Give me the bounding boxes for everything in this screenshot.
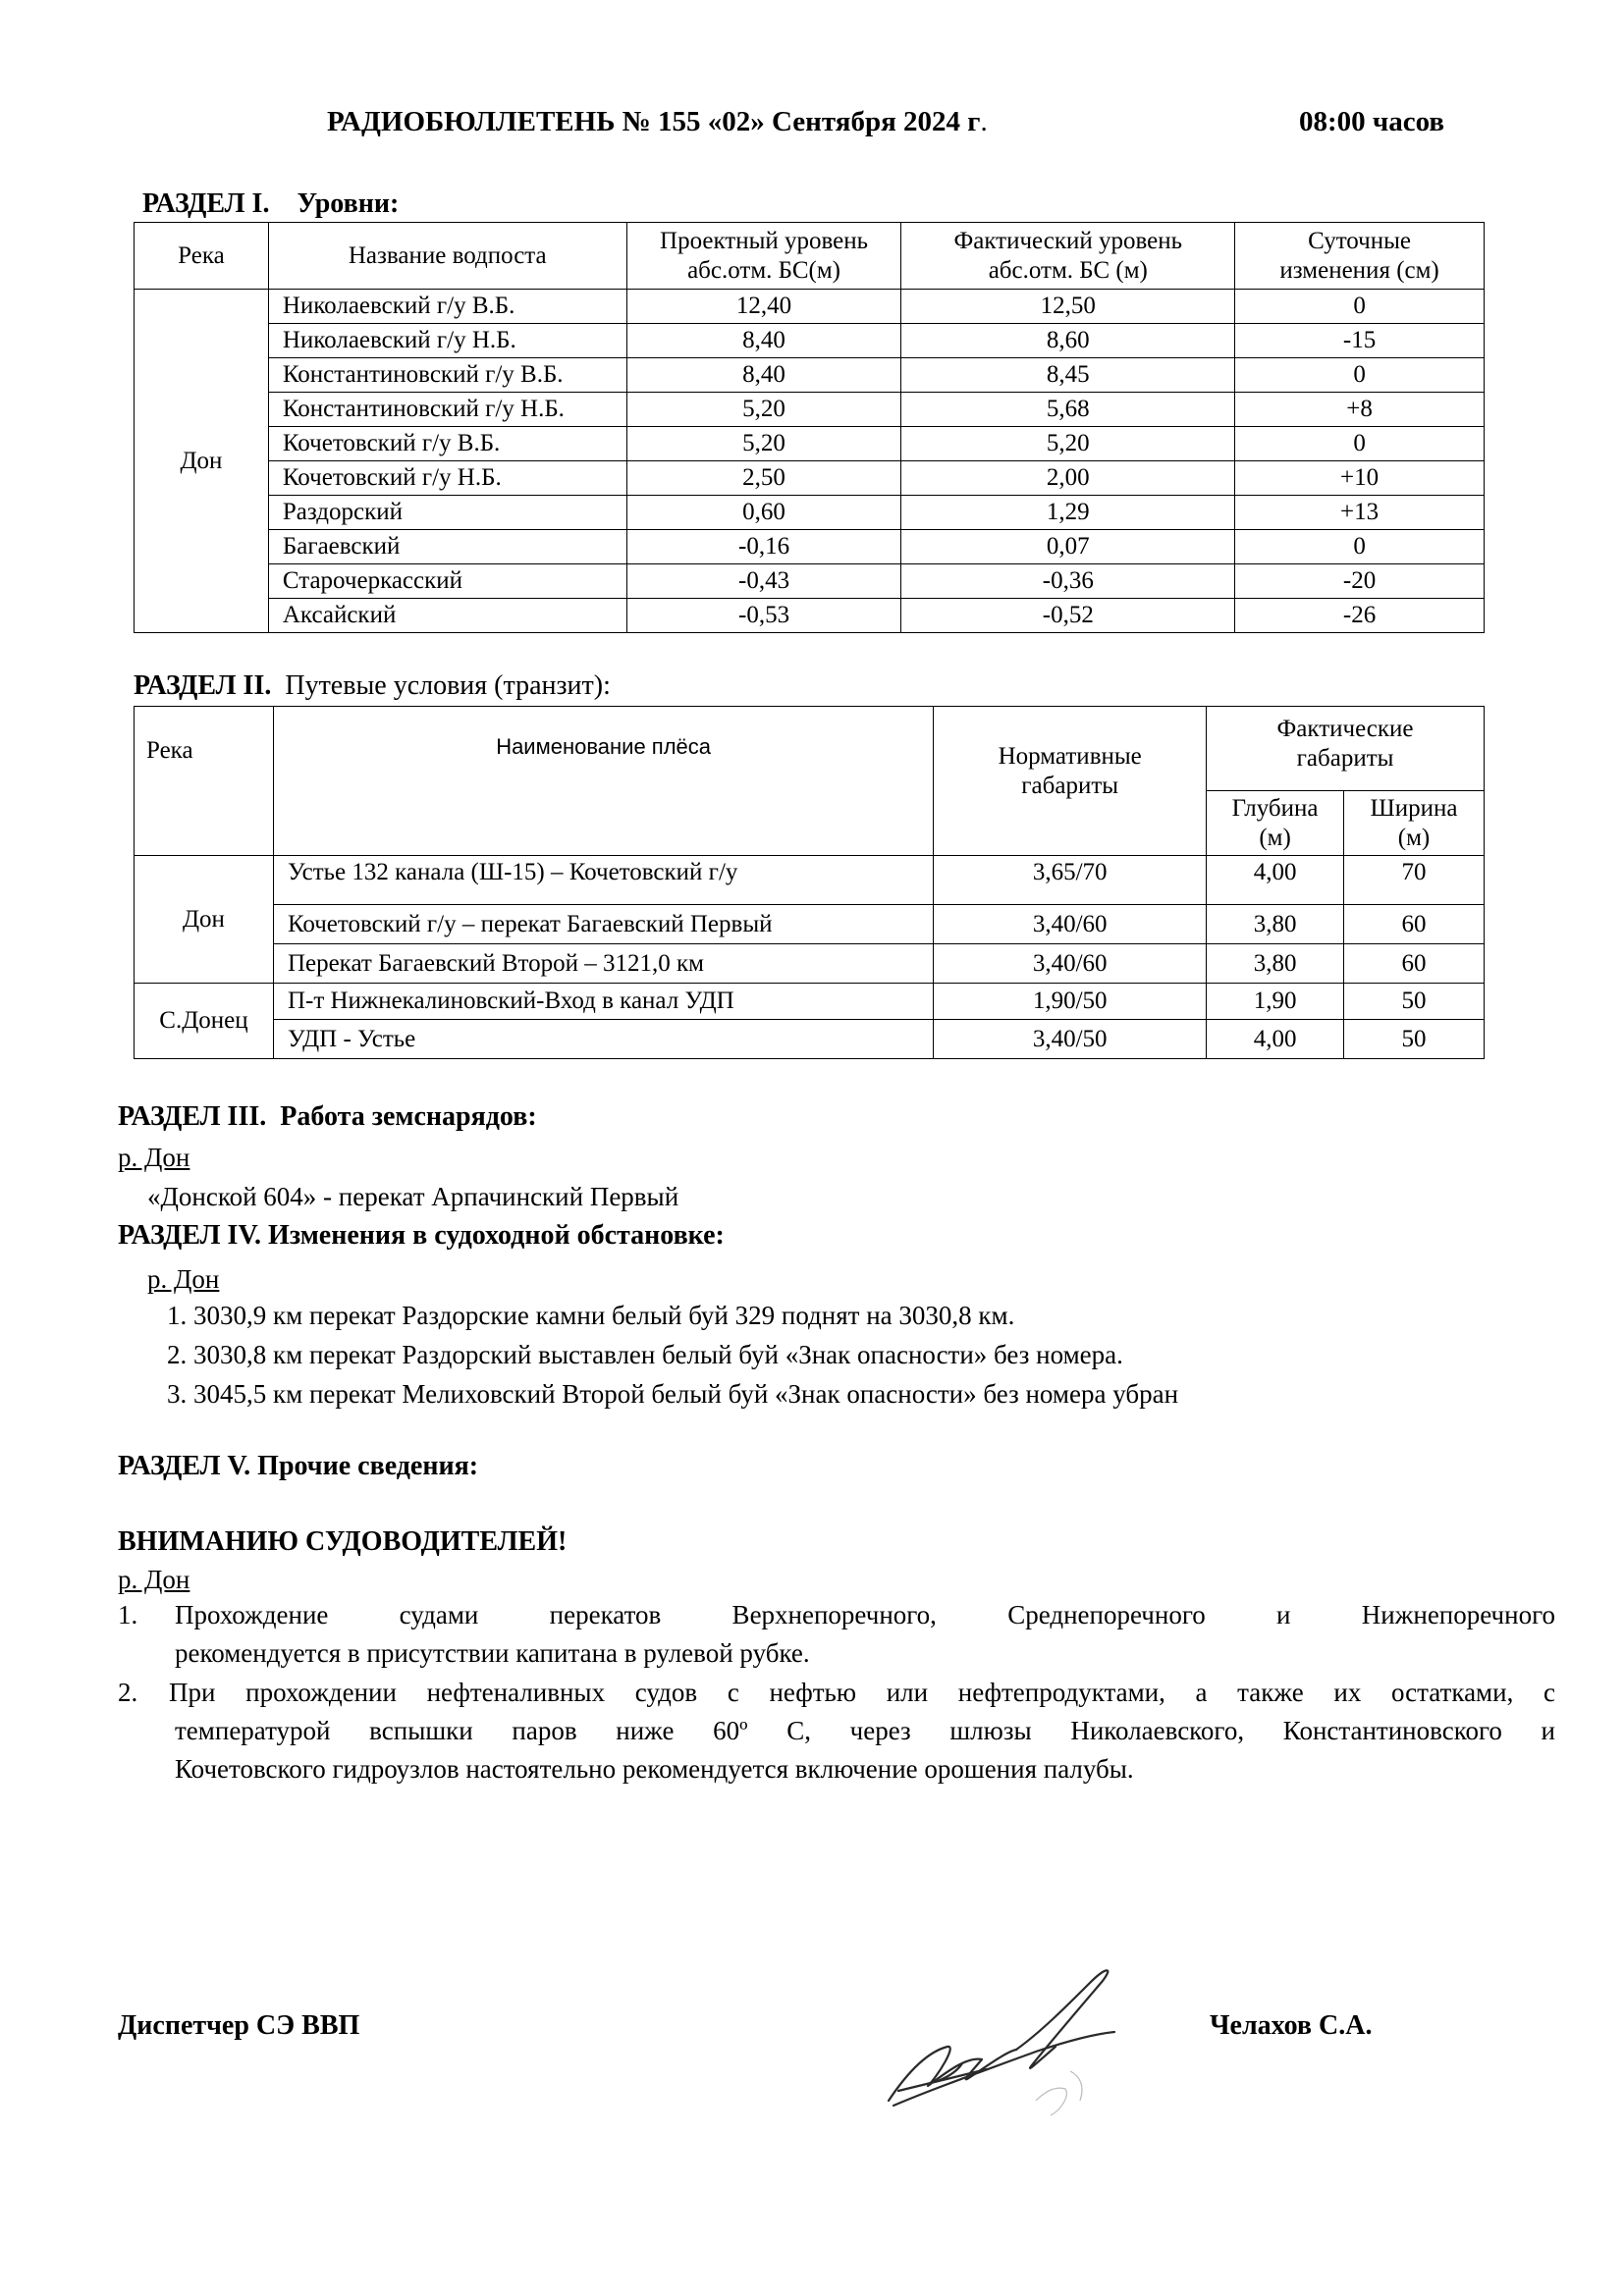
table-row — [135, 984, 1485, 1020]
post-name: Николаевский г/у Н.Б. — [268, 324, 626, 358]
header-line: Проектный уровень — [660, 228, 869, 254]
post-name: Старочеркасский — [268, 564, 626, 599]
header-line: Ширина — [1370, 795, 1458, 822]
daily-change: +8 — [1235, 393, 1485, 427]
project-level: 5,20 — [626, 427, 901, 461]
section5-title: РАЗДЕЛ V. Прочие сведения: — [118, 1451, 479, 1481]
reach-name: Кочетовский г/у – перекат Багаевский Первый — [273, 905, 933, 944]
post-name: Николаевский г/у В.Б. — [268, 290, 626, 324]
daily-change: -20 — [1235, 564, 1485, 599]
actual-level: 2,00 — [901, 461, 1235, 496]
daily-change: +10 — [1235, 461, 1485, 496]
project-level: 12,40 — [626, 290, 901, 324]
attention-item1-line1: Прохождение судами перекатов Верхнепоречного, Среднепоречного и Нижнепоречного — [175, 1600, 1555, 1629]
header-line: Фактические — [1276, 716, 1414, 742]
project-level: -0,16 — [626, 530, 901, 564]
section3-title: РАЗДЕЛ III. Работа земснарядов: — [118, 1101, 537, 1132]
transit-header-fact — [1207, 707, 1485, 791]
post-name: Кочетовский г/у Н.Б. — [268, 461, 626, 496]
attention-item2-num: 2. — [118, 1678, 138, 1707]
fact-width: 60 — [1344, 944, 1485, 984]
norm-dims: 3,40/60 — [934, 905, 1207, 944]
header-line: Глубина — [1231, 795, 1319, 822]
project-level: -0,53 — [626, 599, 901, 633]
actual-level: 1,29 — [901, 496, 1235, 530]
dispatcher-position: Диспетчер СЭ ВВП — [118, 2010, 360, 2041]
norm-dims: 3,40/50 — [934, 1020, 1207, 1059]
daily-change: +13 — [1235, 496, 1485, 530]
attention-item2-line3: Кочетовского гидроузлов настоятельно рекомендуется включение орошения палубы. — [175, 1754, 1134, 1784]
section2-title-rest: Путевые условия (транзит): — [285, 670, 611, 701]
transit-table — [134, 706, 1485, 1059]
title-dot: . — [980, 106, 988, 137]
reach-name: П-т Нижнекалиновский-Вход в канал УДП — [273, 984, 933, 1020]
table-row — [135, 856, 1485, 905]
transit-header-width — [1344, 791, 1485, 856]
list-item: 2. 3030,8 км перекат Раздорский выставлен белый буй «Знак опасности» без номера. — [167, 1340, 1123, 1369]
section4-title: РАЗДЕЛ IV. Изменения в судоходной обстановке: — [118, 1220, 725, 1251]
daily-change: 0 — [1235, 290, 1485, 324]
actual-level: 12,50 — [901, 290, 1235, 324]
section4-list — [167, 1296, 1178, 1414]
post-name: Раздорский — [268, 496, 626, 530]
signature-image — [869, 1953, 1164, 2130]
table-row — [135, 461, 1485, 496]
header-line: (м) — [1259, 824, 1291, 851]
section3-item: «Донской 604» - перекат Арпачинский Первый — [147, 1182, 679, 1211]
dispatcher-name: Челахов С.А. — [1210, 2010, 1373, 2041]
transit-header-reach: Наименование плёса — [273, 707, 933, 856]
title-text: РАДИОБЮЛЛЕТЕНЬ № 155 «02» Сентября 2024 г — [327, 106, 981, 137]
section4-river: р. Дон — [147, 1264, 220, 1294]
norm-dims: 3,40/60 — [934, 944, 1207, 984]
header-line: изменения (см) — [1279, 256, 1439, 284]
levels-table — [134, 222, 1485, 633]
transit-river-cell: Дон — [135, 856, 274, 984]
fact-width: 50 — [1344, 1020, 1485, 1059]
actual-level: 8,60 — [901, 324, 1235, 358]
levels-header-river: Река — [135, 223, 269, 290]
levels-header-row — [135, 223, 1485, 290]
table-row — [135, 564, 1485, 599]
actual-level: 5,68 — [901, 393, 1235, 427]
fact-width: 50 — [1344, 984, 1485, 1020]
table-row — [135, 530, 1485, 564]
header-line: Фактический уровень — [953, 228, 1183, 254]
daily-change: 0 — [1235, 530, 1485, 564]
table-row — [135, 324, 1485, 358]
actual-level: 0,07 — [901, 530, 1235, 564]
header-line: Суточные — [1308, 228, 1411, 254]
post-name: Константиновский г/у В.Б. — [268, 358, 626, 393]
attention-title: ВНИМАНИЮ СУДОВОДИТЕЛЕЙ! — [118, 1526, 568, 1557]
transit-header-depth — [1207, 791, 1344, 856]
fact-width: 60 — [1344, 905, 1485, 944]
levels-header-actual — [901, 223, 1235, 290]
reach-name: УДП - Устье — [273, 1020, 933, 1059]
section2-title-bold: РАЗДЕЛ II. — [134, 670, 272, 701]
project-level: -0,43 — [626, 564, 901, 599]
header-line: (м) — [1397, 824, 1431, 851]
levels-header-post: Название водпоста — [268, 223, 626, 290]
norm-dims: 1,90/50 — [934, 984, 1207, 1020]
transit-river-cell: С.Донец — [135, 984, 274, 1059]
header-line: абс.отм. БС(м) — [687, 256, 840, 284]
fact-depth: 4,00 — [1207, 1020, 1344, 1059]
table-row — [135, 393, 1485, 427]
project-level: 8,40 — [626, 324, 901, 358]
bulletin-title — [327, 106, 988, 138]
fact-depth: 4,00 — [1207, 856, 1344, 905]
table-row — [135, 290, 1485, 324]
section3-river: р. Дон — [118, 1143, 190, 1172]
list-item: 3. 3045,5 км перекат Мелиховский Второй белый буй «Знак опасности» без номера убран — [167, 1379, 1179, 1409]
post-name: Аксайский — [268, 599, 626, 633]
table-row — [135, 358, 1485, 393]
fact-depth: 1,90 — [1207, 984, 1344, 1020]
actual-level: 8,45 — [901, 358, 1235, 393]
project-level: 8,40 — [626, 358, 901, 393]
levels-header-daily — [1235, 223, 1485, 290]
attention-item1-num: 1. — [118, 1600, 138, 1629]
daily-change: -26 — [1235, 599, 1485, 633]
project-level: 0,60 — [626, 496, 901, 530]
table-row — [135, 905, 1485, 944]
fact-depth: 3,80 — [1207, 905, 1344, 944]
actual-level: -0,36 — [901, 564, 1235, 599]
table-row — [135, 599, 1485, 633]
project-level: 5,20 — [626, 393, 901, 427]
daily-change: 0 — [1235, 427, 1485, 461]
project-level: 2,50 — [626, 461, 901, 496]
table-row — [135, 427, 1485, 461]
daily-change: -15 — [1235, 324, 1485, 358]
actual-level: 5,20 — [901, 427, 1235, 461]
reach-name: Устье 132 канала (Ш-15) – Кочетовский г/у — [273, 856, 933, 905]
post-name: Кочетовский г/у В.Б. — [268, 427, 626, 461]
attention-item1-line2: рекомендуется в присутствии капитана в рулевой рубке. — [175, 1638, 810, 1668]
attention-item2-line2: температурой вспышки паров ниже 60º С, через шлюзы Николаевского, Константиновского и — [175, 1716, 1555, 1745]
header-line: габариты — [1296, 744, 1394, 772]
table-row — [135, 944, 1485, 984]
daily-change: 0 — [1235, 358, 1485, 393]
header-line: абс.отм. БС (м) — [988, 256, 1148, 284]
attention-river: р. Дон — [118, 1565, 190, 1594]
attention-item2-line1: При прохождении нефтеналивных судов с нефтью или нефтепродуктами, а также их остатками, с — [169, 1678, 1555, 1707]
levels-header-project — [626, 223, 901, 290]
section1-title: РАЗДЕЛ I. Уровни: — [142, 188, 400, 219]
fact-width: 70 — [1344, 856, 1485, 905]
fact-depth: 3,80 — [1207, 944, 1344, 984]
bulletin-time: 08:00 часов — [1299, 106, 1445, 137]
transit-header-river: Река — [135, 707, 274, 856]
transit-header-row-1 — [135, 707, 1485, 791]
table-row — [135, 496, 1485, 530]
levels-river-cell: Дон — [135, 290, 269, 633]
list-item: 1. 3030,9 км перекат Раздорские камни белый буй 329 поднят на 3030,8 км. — [167, 1301, 1015, 1330]
transit-header-norm — [934, 707, 1207, 856]
section2-title — [134, 670, 611, 702]
reach-name: Перекат Багаевский Второй – 3121,0 км — [273, 944, 933, 984]
post-name: Багаевский — [268, 530, 626, 564]
actual-level: -0,52 — [901, 599, 1235, 633]
table-row — [135, 1020, 1485, 1059]
header-line: Нормативные — [998, 743, 1142, 770]
norm-dims: 3,65/70 — [934, 856, 1207, 905]
post-name: Константиновский г/у Н.Б. — [268, 393, 626, 427]
header-line: габариты — [1021, 772, 1119, 799]
